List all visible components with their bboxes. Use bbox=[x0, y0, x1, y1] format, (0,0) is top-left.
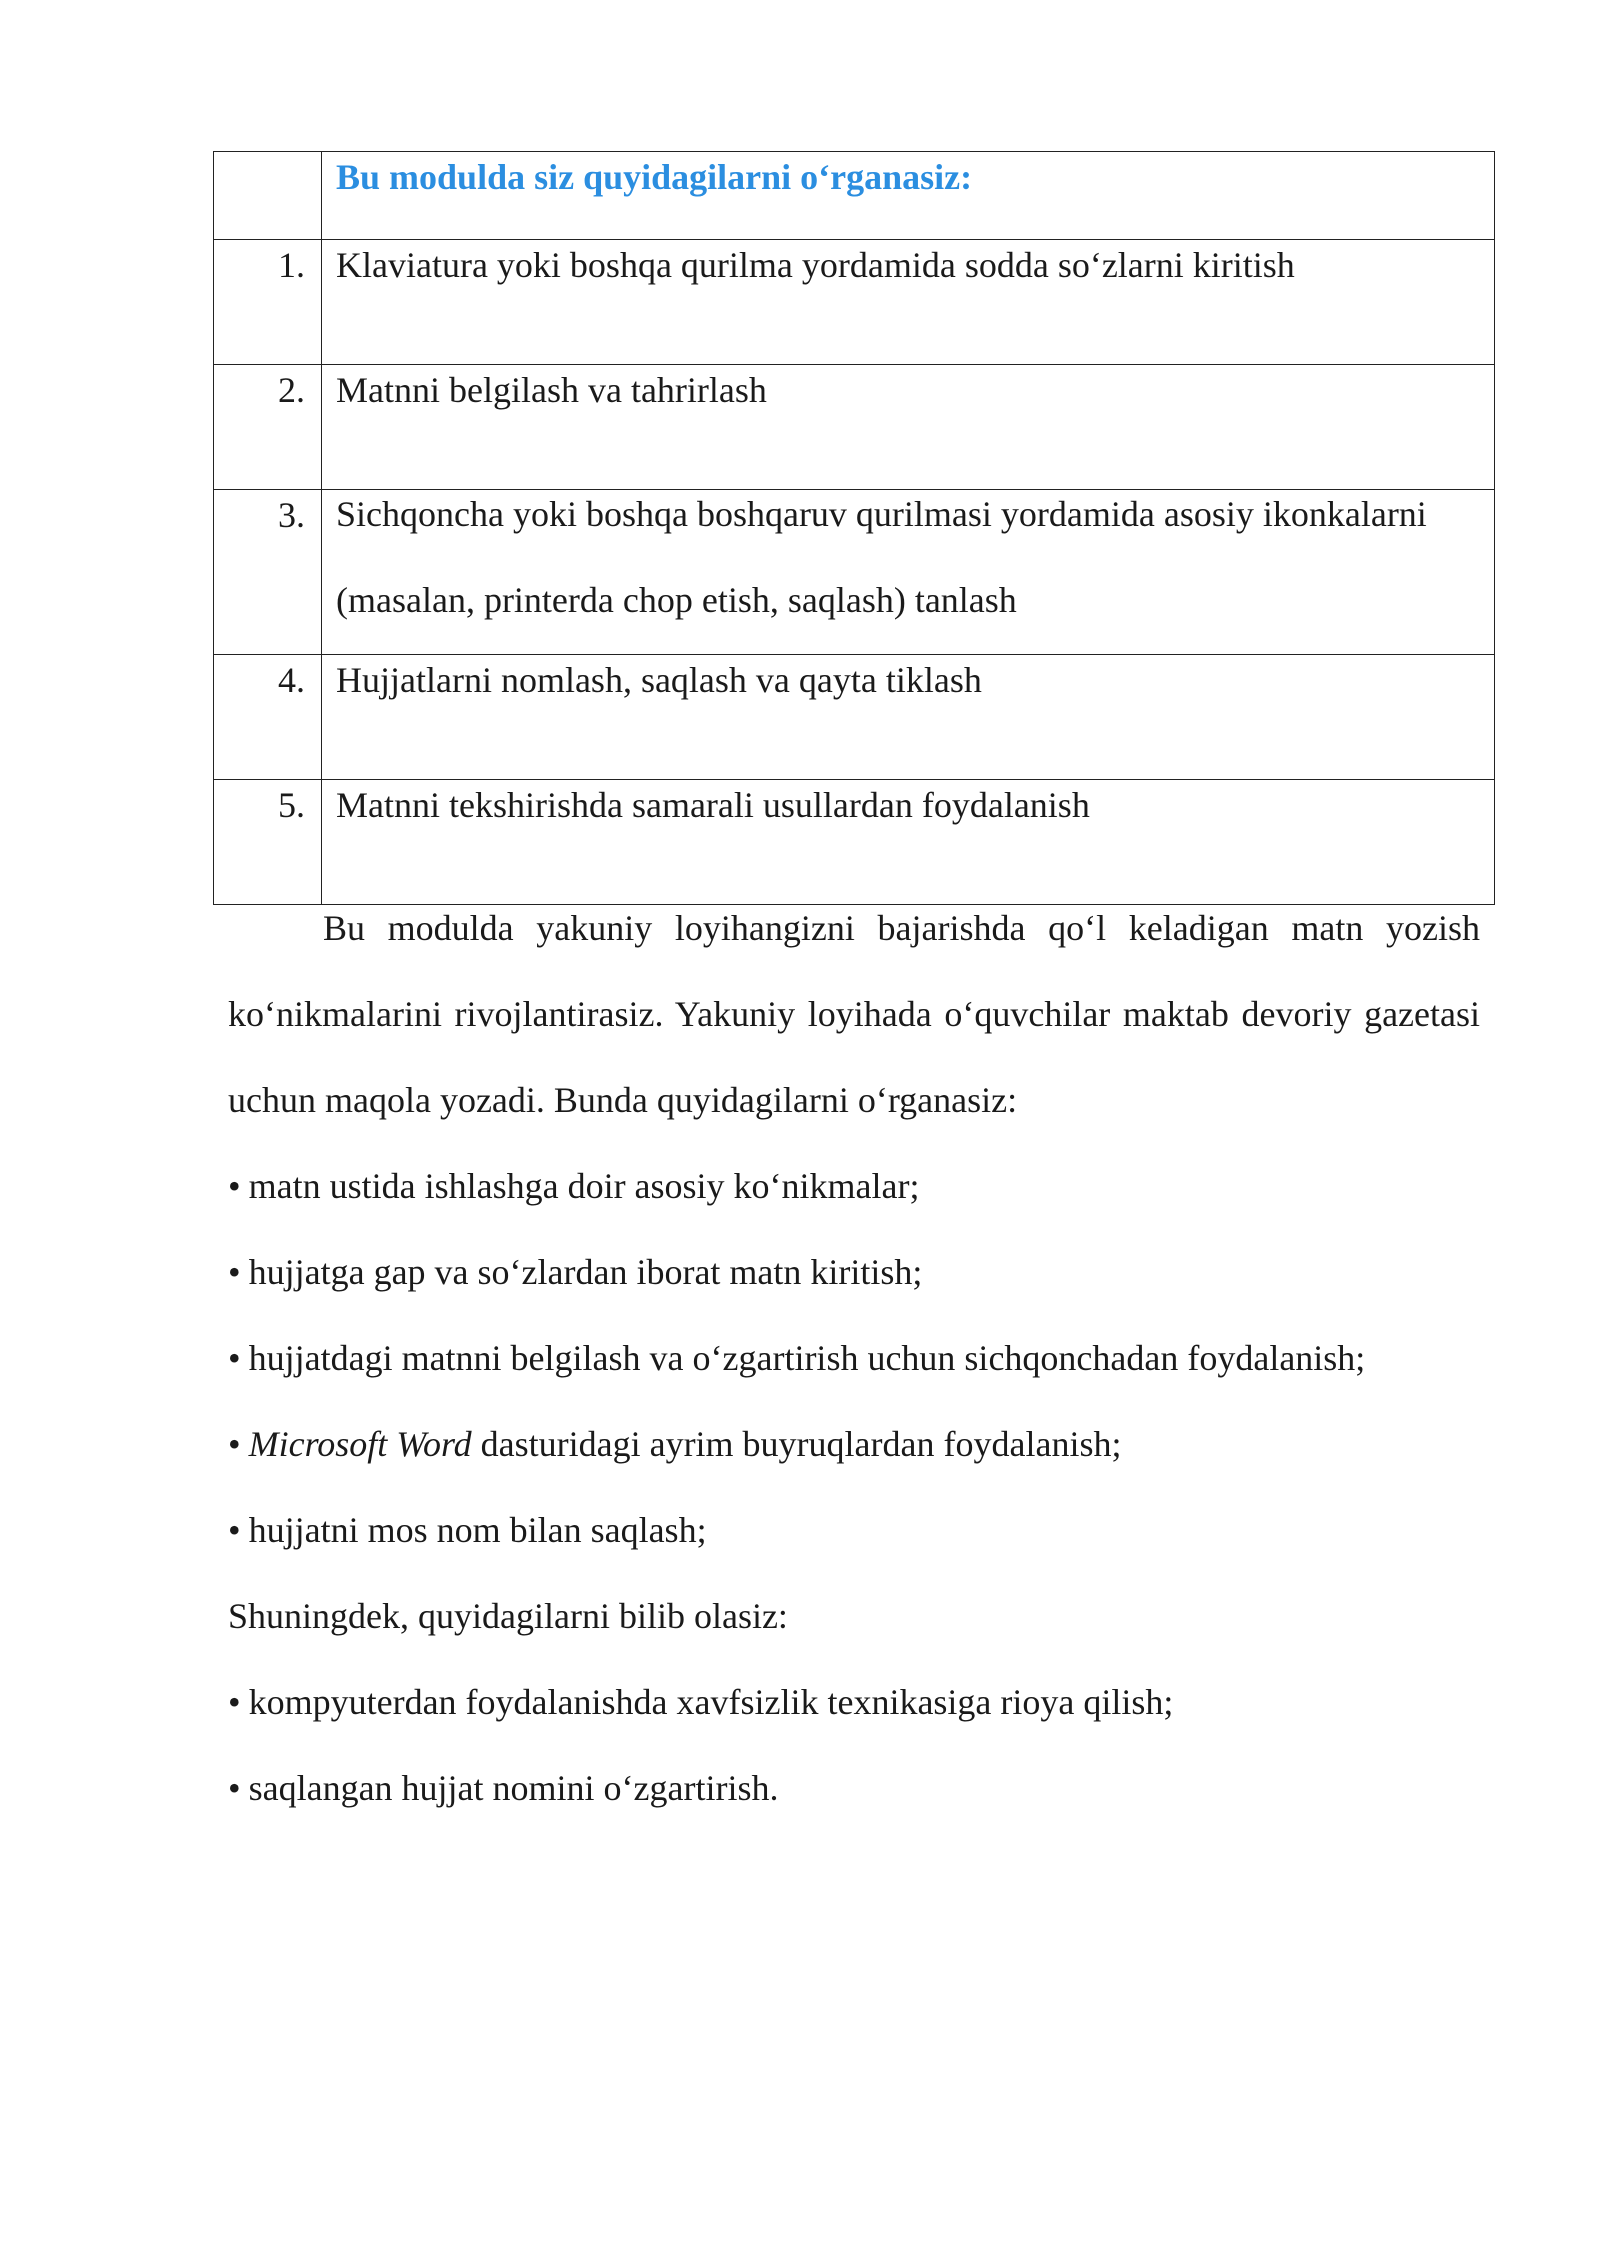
row-text: Klaviatura yoki boshqa qurilma yordamida sodda so‘zlarni kiritish bbox=[336, 245, 1295, 285]
list-item-italic-text: Microsoft Word bbox=[248, 1424, 472, 1464]
list-item bbox=[228, 1315, 1480, 1401]
list-item bbox=[228, 1229, 1480, 1315]
list-item-text: hujjatdagi matnni belgilash va o‘zgartirish uchun sichqonchadan foydalanish; bbox=[248, 1338, 1366, 1378]
list-item bbox=[228, 1487, 1480, 1573]
list-item-text: kompyuterdan foydalanishda xavfsizlik texnikasiga rioya qilish; bbox=[248, 1682, 1174, 1722]
row-text: Hujjatlarni nomlash, saqlash va qayta tiklash bbox=[336, 660, 982, 700]
bullet-icon: • bbox=[228, 1252, 241, 1292]
row-number: 3. bbox=[278, 495, 305, 535]
list-item bbox=[228, 1745, 1480, 1831]
list-item-text: saqlangan hujjat nomini o‘zgartirish. bbox=[248, 1768, 779, 1808]
learn-list bbox=[228, 1143, 1480, 1573]
row-number: 5. bbox=[278, 785, 305, 825]
list-item bbox=[228, 1401, 1480, 1487]
table-header-title: Bu modulda siz quyidagilarni o‘rganasiz: bbox=[336, 157, 973, 197]
list-item-text: matn ustida ishlashga doir asosiy ko‘nikmalar; bbox=[248, 1166, 920, 1206]
list-item bbox=[228, 1143, 1480, 1229]
row-text: Matnni tekshirishda samarali usullardan foydalanish bbox=[336, 785, 1090, 825]
bullet-icon: • bbox=[228, 1424, 241, 1464]
table-row bbox=[214, 655, 1495, 780]
body-text bbox=[228, 885, 1480, 1831]
list-item-text: dasturidagi ayrim buyruqlardan foydalanish; bbox=[471, 1424, 1122, 1464]
list-item bbox=[228, 1659, 1480, 1745]
header-cell bbox=[322, 152, 1495, 240]
list-item-text: hujjatga gap va so‘zlardan iborat matn kiritish; bbox=[248, 1252, 923, 1292]
also-list bbox=[228, 1659, 1480, 1831]
header-empty-cell bbox=[214, 152, 322, 240]
intro-paragraph: Bu modulda yakuniy loyihangizni bajarishda qo‘l keladigan matn yozish ko‘nikmalarini rivojlantirasiz. Yakuniy loyihada o‘quvchilar maktab devoriy gazetasi uchun maqola yozadi. Bunda quyidagilarni o‘rganasiz: bbox=[228, 908, 1480, 1120]
bullet-icon: • bbox=[228, 1338, 241, 1378]
row-text: Matnni belgilash va tahrirlash bbox=[336, 370, 767, 410]
row-text: Sichqoncha yoki boshqa boshqaruv qurilmasi yordamida asosiy ikonkalarni (masalan, printerda chop etish, saqlash) tanlash bbox=[336, 494, 1427, 620]
bullet-icon: • bbox=[228, 1166, 241, 1206]
bullet-icon: • bbox=[228, 1510, 241, 1550]
also-heading: Shuningdek, quyidagilarni bilib olasiz: bbox=[228, 1596, 788, 1636]
table-header-row bbox=[214, 152, 1495, 240]
bullet-icon: • bbox=[228, 1768, 241, 1808]
row-number: 4. bbox=[278, 660, 305, 700]
row-number: 1. bbox=[278, 245, 305, 285]
row-number: 2. bbox=[278, 370, 305, 410]
list-item-text: hujjatni mos nom bilan saqlash; bbox=[248, 1510, 707, 1550]
table-row bbox=[214, 490, 1495, 655]
objectives-table bbox=[213, 151, 1495, 905]
bullet-icon: • bbox=[228, 1682, 241, 1722]
table-row bbox=[214, 240, 1495, 365]
